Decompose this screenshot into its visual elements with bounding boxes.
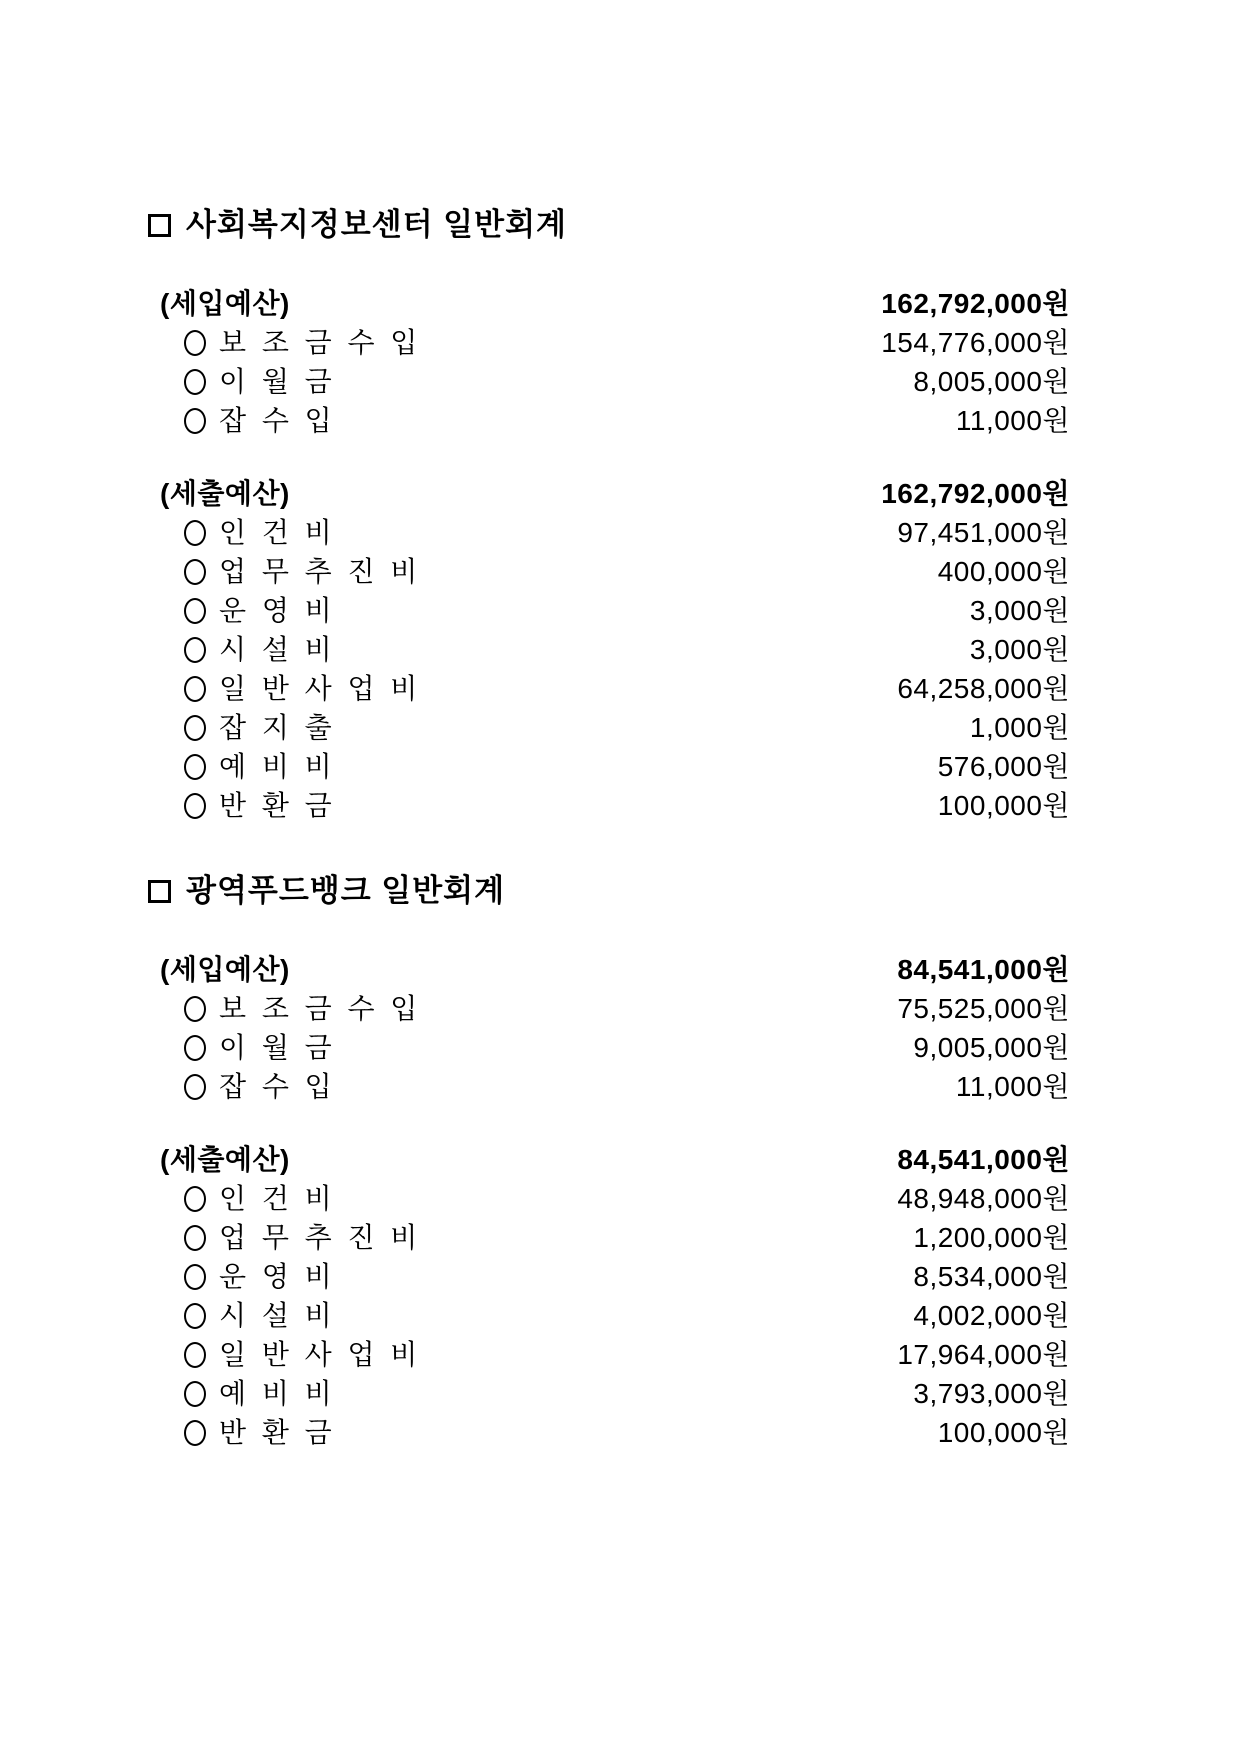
budget-line-item: [160, 669, 1070, 708]
budget-block-header: [160, 1140, 1070, 1179]
line-item-amount: 75,525,000원: [897, 993, 1070, 1024]
circle-bullet-icon: [184, 1225, 206, 1251]
budget-block-header: [160, 474, 1070, 513]
line-item-amount: 1,200,000원: [913, 1222, 1070, 1253]
block-total-amount: 84,541,000원: [897, 954, 1070, 985]
line-item-label: 일 반 사 업 비: [219, 673, 422, 704]
budget-section: [0, 873, 1240, 1452]
line-item-label: 시 설 비: [219, 1300, 336, 1331]
line-item-amount: 3,793,000원: [913, 1378, 1070, 1409]
line-item-left: [160, 1374, 336, 1413]
section-blocks: [0, 284, 1240, 825]
block-header-label: (세입예산): [160, 288, 290, 319]
line-item-left: [160, 630, 336, 669]
circle-bullet-icon: [184, 1264, 206, 1290]
line-item-label: 인 건 비: [219, 1183, 336, 1214]
budget-line-item: [160, 1413, 1070, 1452]
section-title: 광역푸드뱅크 일반회계: [186, 873, 506, 908]
budget-line-item: [160, 1067, 1070, 1106]
line-item-label: 운 영 비: [219, 1261, 336, 1292]
circle-bullet-icon: [184, 637, 206, 663]
circle-bullet-icon: [184, 793, 206, 819]
section-heading: [148, 207, 1240, 243]
block-total-amount: 162,792,000원: [881, 478, 1070, 509]
line-item-amount: 8,534,000원: [913, 1261, 1070, 1292]
budget-block-header: [160, 284, 1070, 323]
line-item-amount: 64,258,000원: [897, 673, 1070, 704]
line-item-left: [160, 1179, 336, 1218]
line-item-amount: 1,000원: [969, 712, 1070, 743]
line-item-label: 이 월 금: [219, 366, 336, 397]
circle-bullet-icon: [184, 1035, 206, 1061]
line-item-amount: 100,000원: [937, 790, 1070, 821]
line-item-left: [160, 1296, 336, 1335]
budget-line-item: [160, 1335, 1070, 1374]
line-item-left: [160, 708, 336, 747]
budget-block: [0, 950, 1240, 1106]
line-item-label: 시 설 비: [219, 634, 336, 665]
line-item-left: [160, 552, 421, 591]
budget-line-item: [160, 552, 1070, 591]
budget-line-item: [160, 362, 1070, 401]
line-item-label: 업 무 추 진 비: [219, 556, 422, 587]
line-item-label: 운 영 비: [219, 595, 336, 626]
line-item-label: 잡 수 입: [219, 1071, 336, 1102]
budget-line-item: [160, 1179, 1070, 1218]
line-item-left: [160, 1413, 336, 1452]
circle-bullet-icon: [184, 715, 206, 741]
line-item-label: 예 비 비: [219, 1378, 336, 1409]
line-item-left: [160, 989, 421, 1028]
circle-bullet-icon: [184, 1074, 206, 1100]
line-item-label: 보 조 금 수 입: [219, 327, 422, 358]
budget-line-item: [160, 1028, 1070, 1067]
circle-bullet-icon: [184, 1420, 206, 1446]
line-item-amount: 154,776,000원: [881, 327, 1070, 358]
line-item-amount: 3,000원: [969, 595, 1070, 626]
circle-bullet-icon: [184, 676, 206, 702]
line-item-left: [160, 786, 336, 825]
budget-block: [0, 1140, 1240, 1452]
budget-line-item: [160, 513, 1070, 552]
circle-bullet-icon: [184, 408, 206, 434]
block-header-label: (세입예산): [160, 954, 290, 985]
budget-line-item: [160, 1374, 1070, 1413]
line-item-left: [160, 323, 421, 362]
block-items: [0, 513, 1240, 825]
line-item-amount: 4,002,000원: [913, 1300, 1070, 1331]
circle-bullet-icon: [184, 520, 206, 546]
line-item-left: [160, 747, 336, 786]
line-item-left: [160, 401, 336, 440]
circle-bullet-icon: [184, 1381, 206, 1407]
square-bullet-icon: [148, 214, 171, 237]
circle-bullet-icon: [184, 369, 206, 395]
block-items: [0, 989, 1240, 1106]
line-item-amount: 11,000원: [955, 405, 1070, 436]
line-item-left: [160, 362, 336, 401]
budget-line-item: [160, 989, 1070, 1028]
line-item-label: 보 조 금 수 입: [219, 993, 422, 1024]
circle-bullet-icon: [184, 1342, 206, 1368]
line-item-left: [160, 669, 421, 708]
budget-line-item: [160, 708, 1070, 747]
circle-bullet-icon: [184, 1303, 206, 1329]
block-total-amount: 162,792,000원: [881, 288, 1070, 319]
line-item-amount: 8,005,000원: [913, 366, 1070, 397]
budget-block: [0, 284, 1240, 440]
budget-line-item: [160, 591, 1070, 630]
line-item-label: 예 비 비: [219, 751, 336, 782]
circle-bullet-icon: [184, 559, 206, 585]
line-item-left: [160, 1067, 336, 1106]
budget-line-item: [160, 1296, 1070, 1335]
budget-line-item: [160, 1257, 1070, 1296]
line-item-label: 업 무 추 진 비: [219, 1222, 422, 1253]
line-item-left: [160, 1028, 336, 1067]
line-item-label: 반 환 금: [219, 790, 336, 821]
line-item-amount: 9,005,000원: [913, 1032, 1070, 1063]
budget-line-item: [160, 1218, 1070, 1257]
section-title: 사회복지정보센터 일반회계: [186, 207, 567, 242]
line-item-amount: 11,000원: [955, 1071, 1070, 1102]
line-item-left: [160, 591, 336, 630]
circle-bullet-icon: [184, 754, 206, 780]
line-item-amount: 576,000원: [937, 751, 1070, 782]
circle-bullet-icon: [184, 330, 206, 356]
line-item-amount: 48,948,000원: [897, 1183, 1070, 1214]
line-item-amount: 3,000원: [969, 634, 1070, 665]
section-heading: [148, 873, 1240, 909]
line-item-amount: 100,000원: [937, 1417, 1070, 1448]
block-items: [0, 1179, 1240, 1452]
line-item-label: 인 건 비: [219, 517, 336, 548]
square-bullet-icon: [148, 880, 171, 903]
line-item-label: 반 환 금: [219, 1417, 336, 1448]
budget-block: [0, 474, 1240, 825]
section-blocks: [0, 950, 1240, 1452]
budget-line-item: [160, 747, 1070, 786]
budget-line-item: [160, 401, 1070, 440]
block-header-label: (세출예산): [160, 1144, 290, 1175]
line-item-label: 이 월 금: [219, 1032, 336, 1063]
circle-bullet-icon: [184, 996, 206, 1022]
line-item-label: 일 반 사 업 비: [219, 1339, 422, 1370]
line-item-left: [160, 1257, 336, 1296]
line-item-amount: 400,000원: [937, 556, 1070, 587]
line-item-label: 잡 지 출: [219, 712, 336, 743]
block-items: [0, 323, 1240, 440]
line-item-left: [160, 513, 336, 552]
circle-bullet-icon: [184, 598, 206, 624]
circle-bullet-icon: [184, 1186, 206, 1212]
line-item-label: 잡 수 입: [219, 405, 336, 436]
block-total-amount: 84,541,000원: [897, 1144, 1070, 1175]
line-item-left: [160, 1218, 421, 1257]
budget-line-item: [160, 630, 1070, 669]
line-item-amount: 17,964,000원: [897, 1339, 1070, 1370]
budget-block-header: [160, 950, 1070, 989]
line-item-amount: 97,451,000원: [897, 517, 1070, 548]
budget-section: [0, 207, 1240, 825]
budget-line-item: [160, 323, 1070, 362]
block-header-label: (세출예산): [160, 478, 290, 509]
budget-line-item: [160, 786, 1070, 825]
line-item-left: [160, 1335, 421, 1374]
